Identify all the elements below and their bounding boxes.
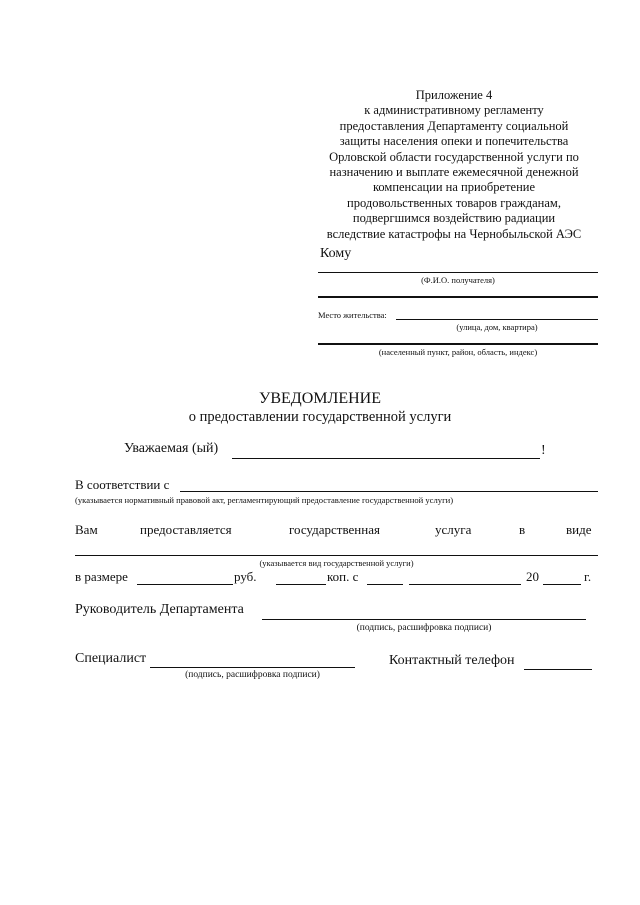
- appendix-block: [318, 88, 590, 242]
- recipient-name-line-2[interactable]: [318, 296, 598, 298]
- notice-subheading: о предоставлении государственной услуги: [188, 409, 452, 425]
- appendix-line: вследствие катастрофы на Чернобыльской АЭС: [326, 226, 582, 241]
- appendix-line: к административному регламенту: [364, 103, 544, 118]
- kop-amount-line[interactable]: [276, 584, 326, 585]
- appendix-line: защиты населения опеки и попечительства: [339, 134, 569, 149]
- specialist-signature-line[interactable]: [150, 667, 355, 668]
- appendix-line: подвергшимся воздействию радиации: [352, 211, 556, 226]
- residence-label: Место жительства:: [318, 310, 387, 320]
- provided-word: в: [519, 522, 526, 537]
- to-label: Кому: [320, 246, 352, 261]
- service-hint: (указывается вид государственной услуги): [259, 558, 414, 568]
- provided-word: государственная: [289, 522, 380, 537]
- date-day-line[interactable]: [367, 584, 403, 585]
- accordance-label: В соответствии с: [75, 477, 170, 492]
- date-month-line[interactable]: [409, 584, 521, 585]
- specialist-label: Специалист: [75, 651, 147, 666]
- street-line[interactable]: [396, 319, 598, 320]
- head-hint: (подпись, расшифровка подписи): [356, 623, 492, 633]
- recipient-name-line[interactable]: [318, 272, 598, 273]
- year-prefix: 20: [526, 569, 539, 584]
- locality-line[interactable]: [318, 343, 598, 345]
- locality-hint: (населенный пункт, район, область, индекс): [378, 347, 538, 357]
- exclamation-mark: !: [541, 443, 546, 458]
- fio-hint: (Ф.И.О. получателя): [421, 275, 495, 285]
- specialist-hint: (подпись, расшифровка подписи): [185, 670, 320, 680]
- notice-heading: УВЕДОМЛЕНИЕ: [259, 390, 381, 407]
- kop-label: коп. с: [327, 569, 359, 584]
- phone-label: Контактный телефон: [389, 653, 515, 668]
- provided-word: Вам: [75, 522, 98, 537]
- greeting-label: Уважаемая (ый): [124, 441, 219, 456]
- appendix-line: назначению и выплате ежемесячной денежной: [329, 165, 579, 180]
- appendix-line: компенсации на приобретение: [372, 180, 536, 195]
- legal-act-line[interactable]: [180, 491, 598, 492]
- head-signature-line[interactable]: [262, 619, 586, 620]
- head-label: Руководитель Департамента: [75, 602, 244, 617]
- rub-amount-line[interactable]: [137, 584, 233, 585]
- street-hint: (улица, дом, квартира): [456, 322, 538, 332]
- provided-word: услуга: [435, 522, 472, 537]
- amount-label: в размере: [75, 569, 128, 584]
- provided-word: предоставляется: [140, 522, 232, 537]
- appendix-line: продовольственных товаров гражданам,: [347, 195, 561, 210]
- rub-label: руб.: [234, 569, 257, 584]
- date-year-line[interactable]: [543, 584, 581, 585]
- year-suffix: г.: [584, 569, 592, 584]
- appendix-line: Орловской области государственной услуги по: [329, 149, 579, 164]
- accordance-hint: (указывается нормативный правовой акт, регламентирующий предоставление государственной услуги): [75, 495, 454, 505]
- provided-word: виде: [566, 522, 592, 537]
- appendix-line: предоставления Департаменту социальной: [339, 118, 569, 133]
- service-type-line[interactable]: [75, 555, 598, 556]
- phone-line[interactable]: [524, 669, 592, 670]
- greeting-name-line[interactable]: [232, 458, 540, 459]
- appendix-line: Приложение 4: [415, 88, 493, 102]
